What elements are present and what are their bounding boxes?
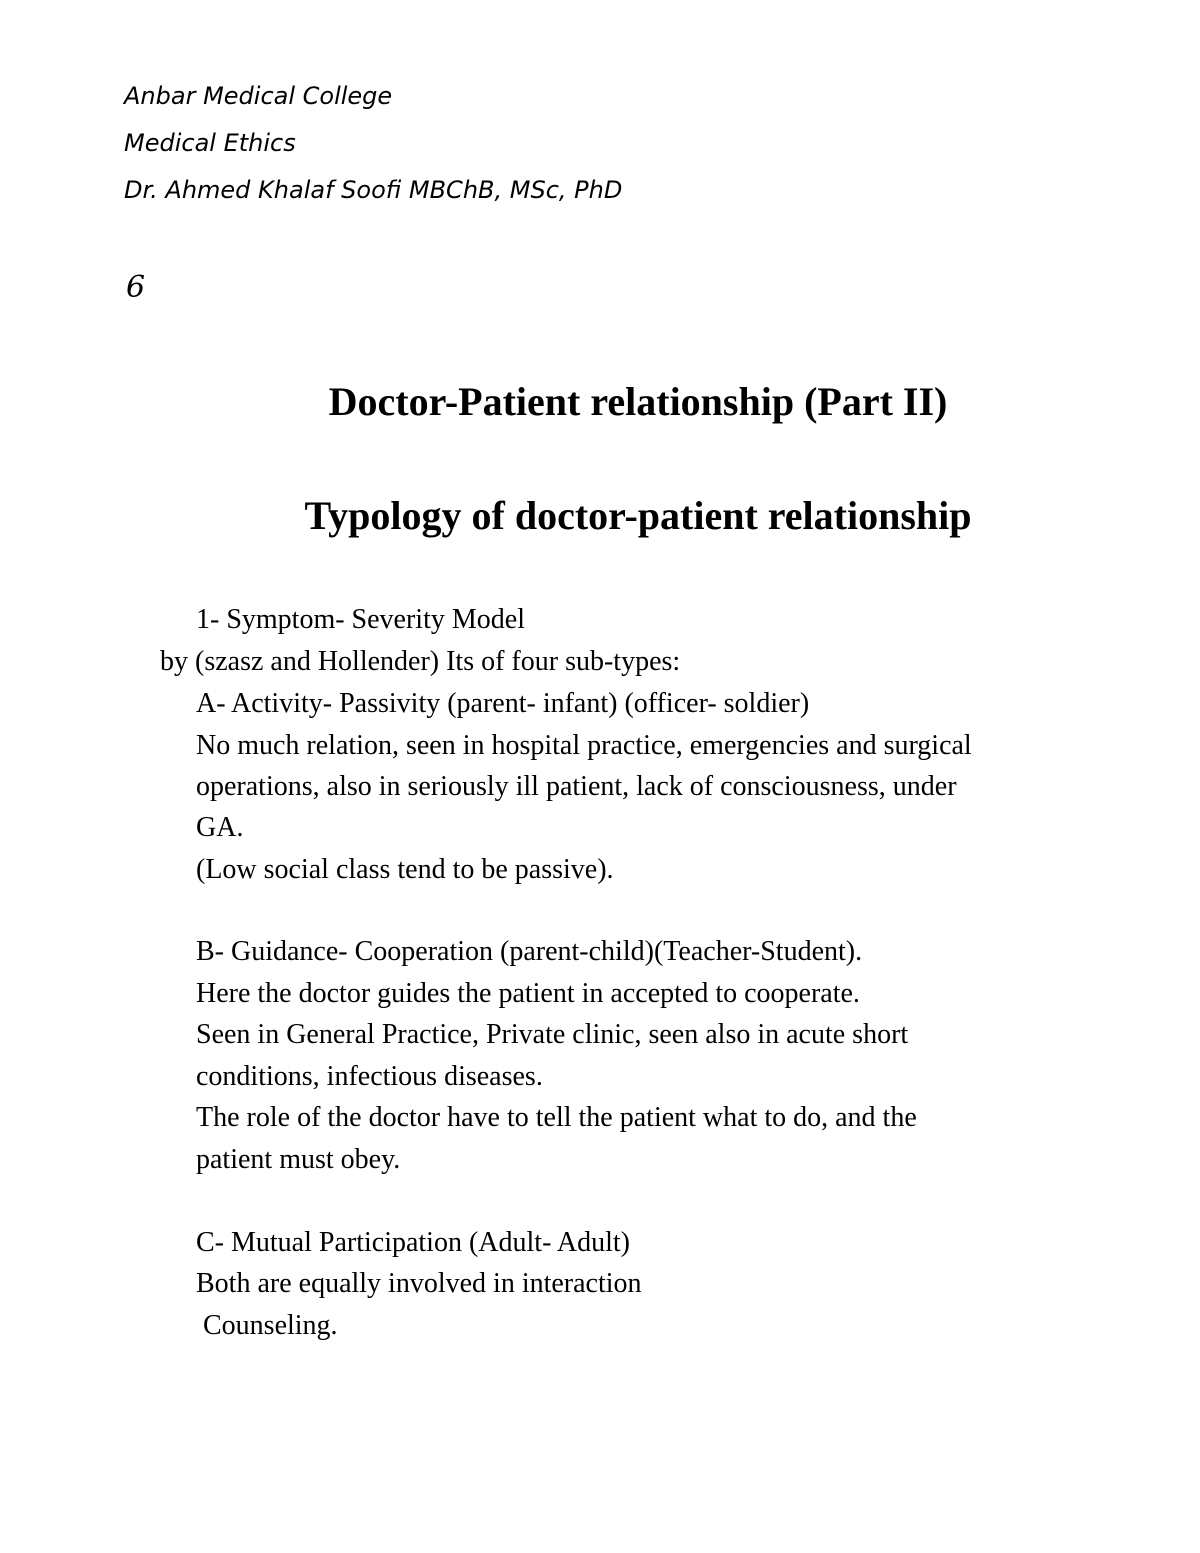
body-line: by (szasz and Hollender) Its of four sub-types: xyxy=(160,646,681,677)
body-line: A- Activity- Passivity (parent- infant) (officer- soldier) xyxy=(196,688,810,719)
body-line: operations, also in seriously ill patient, lack of consciousness, under xyxy=(196,771,957,802)
body-line: 1- Symptom- Severity Model xyxy=(196,604,525,635)
body-line: patient must obey. xyxy=(196,1144,401,1175)
body-line: GA. xyxy=(196,812,244,843)
body-line: conditions, infectious diseases. xyxy=(196,1061,543,1092)
body-line: Seen in General Practice, Private clinic, seen also in acute short xyxy=(196,1019,909,1050)
header-course: Medical Ethics xyxy=(124,129,296,157)
body-line: (Low social class tend to be passive). xyxy=(196,854,614,885)
body-line: Counseling. xyxy=(203,1310,338,1341)
page-number: 6 xyxy=(126,270,146,305)
main-title: Doctor-Patient relationship (Part II) xyxy=(328,379,948,424)
body-line: C- Mutual Participation (Adult- Adult) xyxy=(196,1227,630,1258)
body-line: Here the doctor guides the patient in accepted to cooperate. xyxy=(196,978,860,1009)
body-line: Both are equally involved in interaction xyxy=(196,1268,642,1299)
header-author: Dr. Ahmed Khalaf Soofi MBChB, MSc, PhD xyxy=(124,176,623,204)
header-college: Anbar Medical College xyxy=(124,82,393,110)
body-line: B- Guidance- Cooperation (parent-child)(Teacher-Student). xyxy=(196,936,863,967)
sub-title: Typology of doctor-patient relationship xyxy=(304,493,972,538)
body-line: The role of the doctor have to tell the patient what to do, and the xyxy=(196,1102,917,1133)
body-line: No much relation, seen in hospital practice, emergencies and surgical xyxy=(196,730,972,761)
